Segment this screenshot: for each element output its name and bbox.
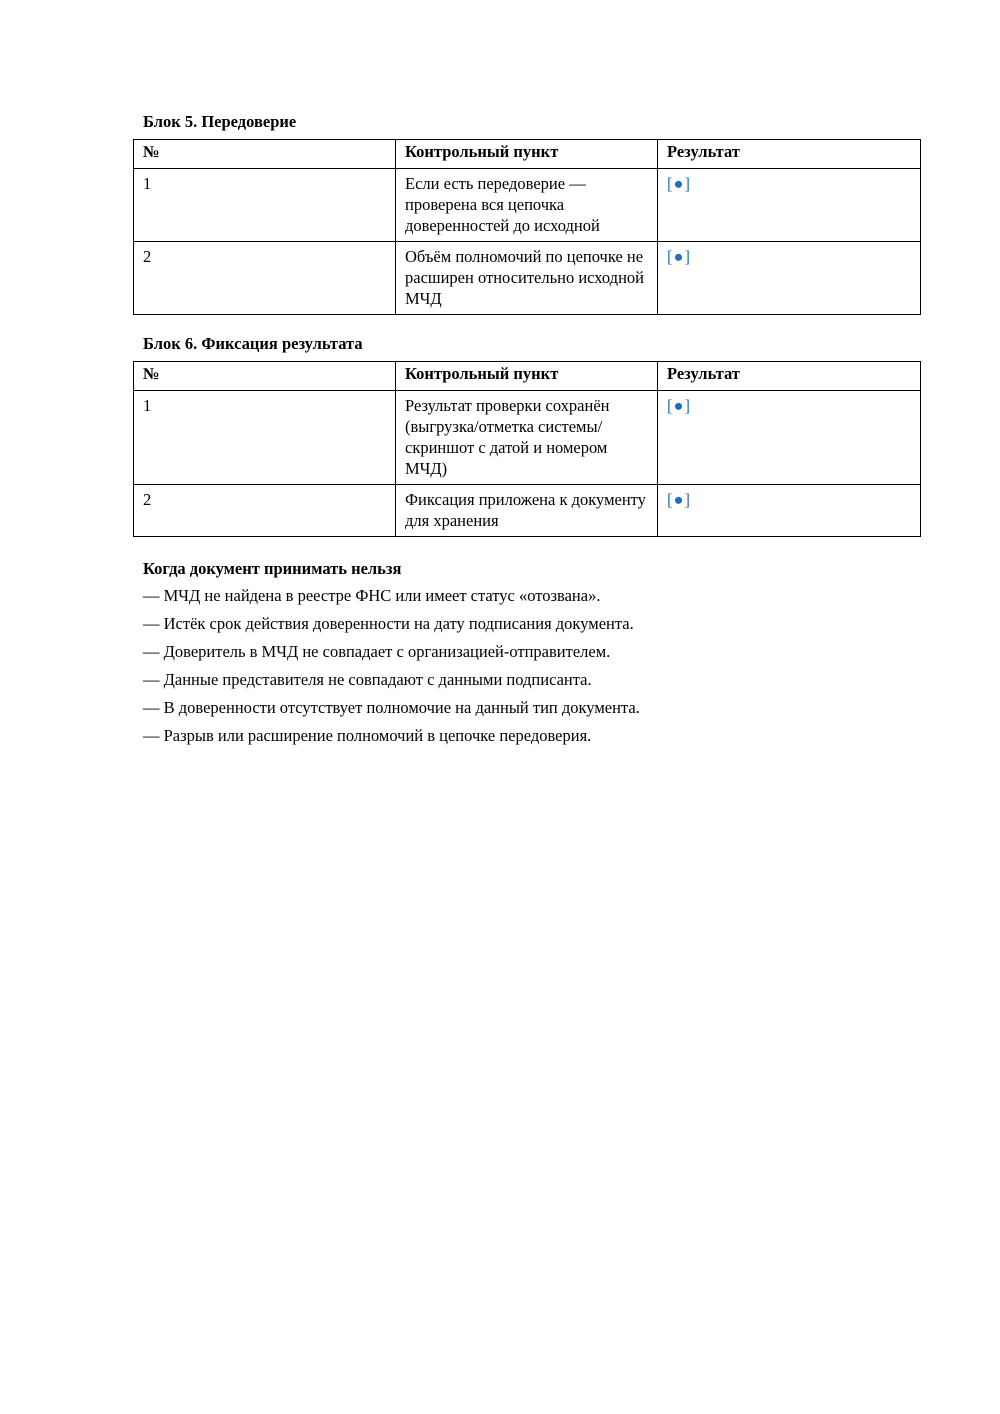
row-number: 1 — [134, 169, 396, 242]
block6-title: Блок 6. Фиксация результата — [143, 334, 363, 353]
column-header-result: Результат — [658, 362, 921, 391]
block5-table — [133, 139, 921, 315]
column-header-result: Результат — [658, 140, 921, 169]
column-header-checkpoint: Контрольный пункт — [396, 140, 658, 169]
row-result — [658, 391, 921, 485]
row-number: 2 — [134, 242, 396, 315]
row-number: 2 — [134, 485, 396, 537]
result-placeholder[interactable]: [●] — [667, 490, 691, 509]
row-result — [658, 242, 921, 315]
list-item: — Доверитель в МЧД не совпадает с организацией-отправителем. — [143, 642, 611, 661]
row-checkpoint: Если есть передоверие — проверена вся цепочка доверенностей до исходной — [396, 169, 658, 242]
row-checkpoint: Результат проверки сохранён (выгрузка/отметка системы/скриншот с датой и номером МЧД) — [396, 391, 658, 485]
table-header-row — [134, 362, 921, 391]
list-item: — Данные представителя не совпадают с данными подписанта. — [143, 670, 592, 689]
result-placeholder[interactable]: [●] — [667, 396, 691, 415]
document-page — [133, 112, 920, 754]
table-row — [134, 169, 921, 242]
row-checkpoint: Фиксация приложена к документу для хранения — [396, 485, 658, 537]
table-row — [134, 485, 921, 537]
list-item: — Разрыв или расширение полномочий в цепочке передоверия. — [143, 726, 592, 745]
column-header-checkpoint: Контрольный пункт — [396, 362, 658, 391]
block5-title: Блок 5. Передоверие — [143, 112, 297, 131]
table-row — [134, 391, 921, 485]
row-number: 1 — [134, 391, 396, 485]
reject-title: Когда документ принимать нельзя — [143, 559, 402, 578]
result-placeholder[interactable]: [●] — [667, 174, 691, 193]
row-checkpoint: Объём полномочий по цепочке не расширен относительно исходной МЧД — [396, 242, 658, 315]
table-row — [134, 242, 921, 315]
block6-table — [133, 361, 921, 537]
list-item: — МЧД не найдена в реестре ФНС или имеет статус «отозвана». — [143, 586, 601, 605]
result-placeholder[interactable]: [●] — [667, 247, 691, 266]
table-header-row — [134, 140, 921, 169]
row-result — [658, 485, 921, 537]
reject-list — [133, 586, 920, 746]
list-item: — Истёк срок действия доверенности на дату подписания документа. — [143, 614, 634, 633]
column-header-number: № — [134, 362, 396, 391]
list-item: — В доверенности отсутствует полномочие на данный тип документа. — [143, 698, 640, 717]
row-result — [658, 169, 921, 242]
column-header-number: № — [134, 140, 396, 169]
